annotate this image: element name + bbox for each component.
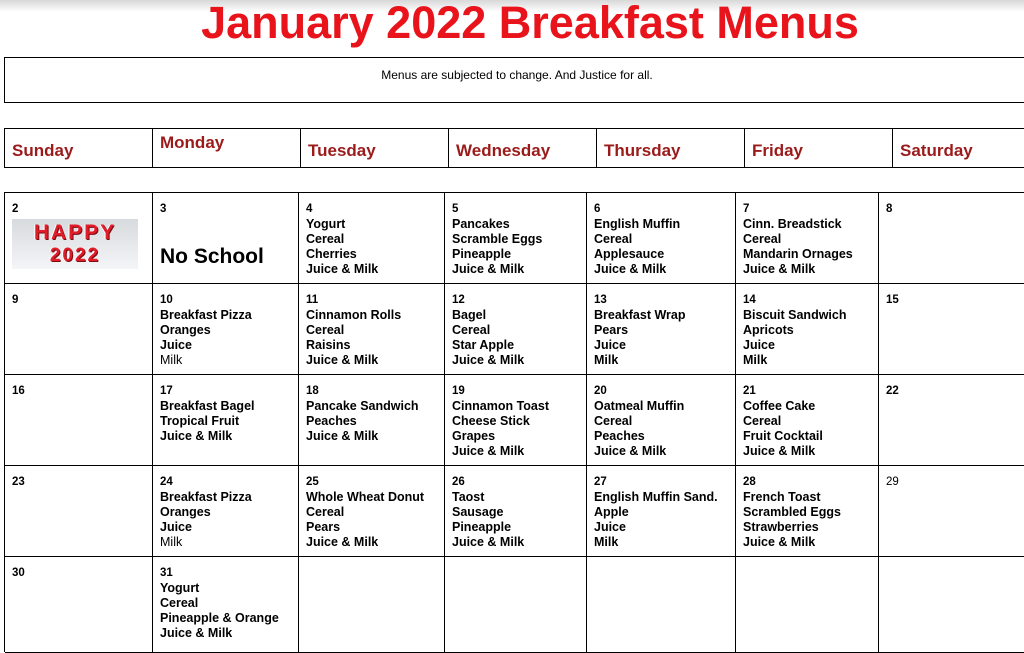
menu-item: Bagel (452, 308, 487, 322)
day-number: 25 (306, 476, 319, 488)
menu-item: Breakfast Wrap (594, 308, 686, 322)
menu-item: Yogurt (306, 217, 346, 231)
calendar-day-24 (153, 466, 299, 557)
menu-item: Cereal (594, 232, 633, 246)
calendar-day-27 (587, 466, 736, 557)
day-number: 29 (886, 476, 899, 488)
day-number: 27 (594, 476, 607, 488)
day-number: 9 (12, 294, 19, 306)
day-number: 20 (594, 385, 607, 397)
menu-item: Pears (594, 323, 629, 337)
menu-item: Coffee Cake (743, 399, 816, 413)
menu-item: Juice & Milk (452, 353, 525, 367)
calendar-day-26 (445, 466, 587, 557)
empty-day-cell (299, 557, 445, 653)
menu-item: Cinn. Breadstick (743, 217, 842, 231)
calendar-day-15 (879, 284, 1024, 375)
menu-item: Juice (160, 338, 192, 352)
day-number: 3 (160, 203, 167, 215)
calendar-day-7 (736, 193, 879, 284)
calendar-day-21 (736, 375, 879, 466)
day-number: 4 (306, 203, 313, 215)
day-header-label: Thursday (604, 141, 681, 160)
menu-item: Mandarin Ornages (743, 247, 853, 261)
empty-day-cell (879, 557, 1024, 653)
day-header-label: Wednesday (456, 141, 551, 160)
menu-item: Peaches (594, 429, 645, 443)
calendar-day-31 (153, 557, 299, 653)
menu-item: Juice & Milk (160, 429, 233, 443)
menu-item: Oatmeal Muffin (594, 399, 685, 413)
empty-day-cell (445, 557, 587, 653)
day-number: 23 (12, 476, 25, 488)
menu-item: Oranges (160, 323, 211, 337)
menu-item: Grapes (452, 429, 496, 443)
day-number: 11 (306, 294, 319, 306)
day-header-label: Tuesday (308, 141, 376, 160)
menu-item: Cereal (306, 232, 345, 246)
calendar-day-25 (299, 466, 445, 557)
menu-item: Pineapple (452, 520, 512, 534)
menu-item: Apricots (743, 323, 794, 337)
menu-item: Pears (306, 520, 341, 534)
menu-item: Juice (743, 338, 775, 352)
menu-item: Juice & Milk (594, 262, 667, 276)
day-number: 15 (886, 294, 899, 306)
menu-item: Milk (594, 535, 619, 549)
menu-item: French Toast (743, 490, 821, 504)
day-header-label: Sunday (12, 141, 74, 160)
calendar-day-22 (879, 375, 1024, 466)
day-number: 21 (743, 385, 756, 397)
menu-item: Breakfast Pizza (160, 490, 252, 504)
day-number: 22 (886, 385, 899, 397)
calendar-day-17 (153, 375, 299, 466)
menu-item: Strawberries (743, 520, 819, 534)
menu-item: Juice & Milk (743, 535, 816, 549)
day-number: 8 (886, 203, 893, 215)
calendar-day-5 (445, 193, 587, 284)
day-number: 13 (594, 294, 607, 306)
notice-box (4, 57, 1024, 103)
menu-item: Star Apple (452, 338, 515, 352)
day-header-saturday (892, 128, 1024, 168)
day-number: 26 (452, 476, 465, 488)
calendar-day-13 (587, 284, 736, 375)
menu-item: Pineapple & Orange (160, 611, 279, 625)
menu-item: English Muffin Sand. (594, 490, 718, 504)
menu-item: Juice (160, 520, 192, 534)
menu-item: Scrambled Eggs (743, 505, 841, 519)
happy-2022-image (12, 219, 138, 269)
day-number: 17 (160, 385, 173, 397)
menu-item: Juice & Milk (306, 262, 379, 276)
calendar-day-16 (5, 375, 153, 466)
menu-item: Cereal (452, 323, 491, 337)
menu-item: Yogurt (160, 581, 200, 595)
menu-item: Applesauce (594, 247, 665, 261)
menu-item: Pancake Sandwich (306, 399, 419, 413)
calendar-day-20 (587, 375, 736, 466)
day-number: 14 (743, 294, 756, 306)
menu-item: Oranges (160, 505, 211, 519)
menu-item: Milk (743, 353, 768, 367)
page-title: January 2022 Breakfast Menus (201, 0, 859, 48)
day-number: 19 (452, 385, 465, 397)
menu-item: Juice & Milk (306, 353, 379, 367)
menu-item: Juice & Milk (452, 262, 525, 276)
day-header-sunday (4, 128, 152, 168)
day-header-thursday (596, 128, 744, 168)
calendar-day-4 (299, 193, 445, 284)
menu-item: Breakfast Bagel (160, 399, 255, 413)
menu-item: Cereal (743, 414, 782, 428)
menu-item: Juice & Milk (306, 429, 379, 443)
menu-item: Cinnamon Toast (452, 399, 549, 413)
day-number: 24 (160, 476, 173, 488)
menu-item: Cereal (594, 414, 633, 428)
menu-item: Cereal (743, 232, 782, 246)
menu-item: Juice & Milk (306, 535, 379, 549)
menu-item: Cereal (306, 323, 345, 337)
menu-item: Juice (594, 338, 626, 352)
happy-text: HAPPY (33, 221, 117, 244)
day-number: 16 (12, 385, 25, 397)
menu-item: Tropical Fruit (160, 414, 240, 428)
calendar-day-29 (879, 466, 1024, 557)
calendar-day-10 (153, 284, 299, 375)
menu-item: Juice & Milk (160, 626, 233, 640)
menu-item: Cereal (306, 505, 345, 519)
calendar-day-8 (879, 193, 1024, 284)
day-header-label: Friday (752, 141, 804, 160)
menu-item: Whole Wheat Donut (306, 490, 425, 504)
menu-item: Milk (160, 535, 183, 549)
calendar-day-28 (736, 466, 879, 557)
calendar-day-23 (5, 466, 153, 557)
menu-item: Juice & Milk (743, 444, 816, 458)
calendar-day-30 (5, 557, 153, 653)
empty-day-cell (587, 557, 736, 653)
day-number: 6 (594, 203, 601, 215)
menu-item: Raisins (306, 338, 351, 352)
year-text: 2022 (49, 245, 101, 266)
menu-item: Cinnamon Rolls (306, 308, 402, 322)
menu-item: Apple (594, 505, 629, 519)
day-number: 28 (743, 476, 756, 488)
day-number: 7 (743, 203, 750, 215)
day-number: 5 (452, 203, 459, 215)
calendar-day-18 (299, 375, 445, 466)
day-header-label: Saturday (900, 141, 973, 160)
menu-item: Milk (160, 353, 183, 367)
calendar-day-6 (587, 193, 736, 284)
menu-item: Juice & Milk (452, 444, 525, 458)
calendar-day-2 (5, 193, 153, 284)
day-header-monday (152, 128, 300, 168)
menu-item: Fruit Cocktail (743, 429, 823, 443)
calendar-day-3 (153, 193, 299, 284)
menu-item: Sausage (452, 505, 504, 519)
menu-item: Juice & Milk (452, 535, 525, 549)
day-header-wednesday (448, 128, 596, 168)
calendar-day-9 (5, 284, 153, 375)
day-header-tuesday (300, 128, 448, 168)
no-school-label: No School (160, 245, 264, 268)
calendar-day-19 (445, 375, 587, 466)
menu-item: English Muffin (594, 217, 681, 231)
day-number: 12 (452, 294, 465, 306)
menu-item: Cereal (160, 596, 199, 610)
menu-item: Cherries (306, 247, 357, 261)
day-number: 31 (160, 567, 173, 579)
calendar-day-12 (445, 284, 587, 375)
menu-item: Cheese Stick (452, 414, 530, 428)
day-number: 10 (160, 294, 173, 306)
day-number: 2 (12, 203, 19, 215)
menu-item: Scramble Eggs (452, 232, 543, 246)
menu-item: Peaches (306, 414, 357, 428)
menu-item: Juice & Milk (743, 262, 816, 276)
menu-item: Milk (594, 353, 619, 367)
menu-item: Juice & Milk (594, 444, 667, 458)
calendar-day-14 (736, 284, 879, 375)
calendar-grid (4, 192, 1024, 652)
menu-item: Breakfast Pizza (160, 308, 252, 322)
calendar-day-11 (299, 284, 445, 375)
day-header-friday (744, 128, 892, 168)
empty-day-cell (736, 557, 879, 653)
menu-item: Pineapple (452, 247, 512, 261)
menu-item: Pancakes (452, 217, 510, 231)
day-header-label: Monday (160, 133, 225, 152)
menu-item: Juice (594, 520, 626, 534)
day-number: 18 (306, 385, 319, 397)
day-number: 30 (12, 567, 25, 579)
menu-item: Taost (452, 490, 485, 504)
menu-item: Biscuit Sandwich (743, 308, 847, 322)
notice-text: Menus are subjected to change. And Justice for all. (381, 68, 653, 82)
